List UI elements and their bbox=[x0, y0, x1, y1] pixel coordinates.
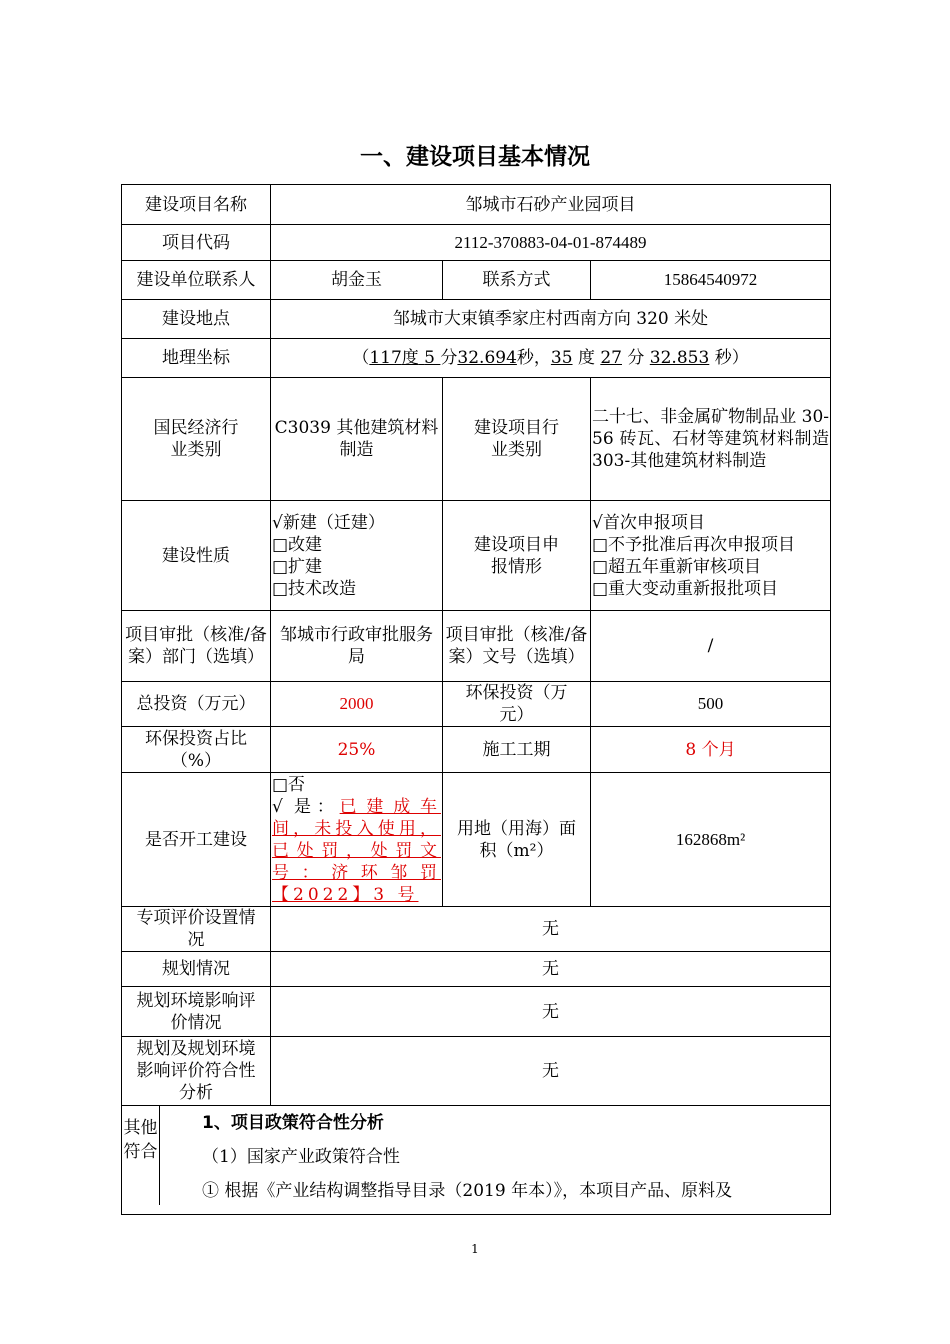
started-detail: 已建成车间，未投入使用，已处罚，处罚文号：济环邹罚【2022】3 号 bbox=[272, 796, 441, 905]
text: 32.694 bbox=[457, 348, 517, 368]
text: 27 bbox=[600, 348, 622, 368]
text bbox=[369, 348, 440, 368]
option-checked[interactable]: √首次申报项目 bbox=[592, 512, 705, 533]
text: 度 bbox=[401, 348, 419, 368]
label: 建设性质 bbox=[122, 501, 271, 611]
option[interactable]: □扩建 bbox=[272, 556, 323, 577]
value: 162868m² bbox=[591, 773, 831, 907]
apply-options bbox=[591, 501, 831, 611]
text: （ bbox=[352, 348, 370, 368]
label: 总投资（万元） bbox=[122, 682, 271, 727]
paragraph: （1）国家产业政策符合性 bbox=[202, 1147, 400, 1167]
value: 25% bbox=[271, 727, 443, 773]
option[interactable]: □改建 bbox=[272, 534, 323, 555]
project-info-table bbox=[121, 184, 831, 1215]
label: 建设项目申报情形 bbox=[443, 501, 591, 611]
other-conformity bbox=[122, 1106, 831, 1215]
started-options bbox=[271, 773, 443, 907]
option[interactable]: □不予批准后再次申报项目 bbox=[592, 534, 796, 555]
option[interactable]: □重大变动重新报批项目 bbox=[592, 578, 779, 599]
text: 5 bbox=[424, 348, 435, 368]
label: 施工工期 bbox=[443, 727, 591, 773]
label: 建设单位联系人 bbox=[122, 261, 271, 300]
label: 规划情况 bbox=[122, 952, 271, 987]
option[interactable]: □否 bbox=[272, 774, 306, 795]
label: 专项评价设置情况 bbox=[122, 907, 271, 952]
value: 二十七、非金属矿物制品业 30-56 砖瓦、石材等建筑材料制造 303-其他建筑材料制造 bbox=[591, 378, 831, 501]
text: 35 bbox=[550, 348, 573, 368]
label: 项目审批（核准/备案）文号（选填） bbox=[443, 611, 591, 682]
label: 建设地点 bbox=[122, 300, 271, 339]
text: 分 bbox=[627, 348, 645, 368]
label: 用地（用海）面积（m²） bbox=[443, 773, 591, 907]
value: 邹城市石砂产业园项目 bbox=[271, 185, 831, 225]
paragraph: ① 根据《产业结构调整指导目录（2019 年本）》，本项目产品、原料及 bbox=[202, 1181, 733, 1201]
label: 环保投资（万元） bbox=[443, 682, 591, 727]
label: 国民经济行业类别 bbox=[122, 378, 271, 501]
text: 117 bbox=[369, 348, 402, 368]
value: 无 bbox=[271, 987, 831, 1037]
value: 无 bbox=[271, 907, 831, 952]
option-checked[interactable]: √ 是： bbox=[272, 796, 340, 817]
text: ） bbox=[731, 348, 749, 368]
text: 秒 bbox=[516, 348, 534, 368]
section-title: 一、建设项目基本情况 bbox=[360, 144, 590, 170]
label: 项目代码 bbox=[122, 225, 271, 261]
value: 500 bbox=[591, 682, 831, 727]
option[interactable]: □超五年重新审核项目 bbox=[592, 556, 762, 577]
label: 联系方式 bbox=[443, 261, 591, 300]
label: 环保投资占比（%） bbox=[122, 727, 271, 773]
value: 胡金玉 bbox=[271, 261, 443, 300]
value: 邹城市大束镇季家庄村西南方向 320 米处 bbox=[271, 300, 831, 339]
label: 建设项目名称 bbox=[122, 185, 271, 225]
coordinates bbox=[271, 339, 831, 378]
label: 其他符合 bbox=[122, 1106, 160, 1205]
label: 项目审批（核准/备案）部门（选填） bbox=[122, 611, 271, 682]
label: 是否开工建设 bbox=[122, 773, 271, 907]
page-number: 1 bbox=[471, 1242, 479, 1256]
text: 秒 bbox=[714, 348, 732, 368]
value: 8 个月 bbox=[591, 727, 831, 773]
option-checked[interactable]: √新建（迁建） bbox=[272, 512, 385, 533]
section-heading: 1、项目政策符合性分析 bbox=[202, 1113, 384, 1133]
value: 2000 bbox=[271, 682, 443, 727]
value: 15864540972 bbox=[591, 261, 831, 300]
label: 建设项目行业类别 bbox=[443, 378, 591, 501]
value: / bbox=[591, 611, 831, 682]
text: 32.853 bbox=[649, 348, 710, 368]
nature-options bbox=[271, 501, 443, 611]
label: 规划及规划环境影响评价符合性分析 bbox=[122, 1037, 271, 1106]
text: 分 bbox=[440, 348, 458, 368]
text: ， bbox=[533, 348, 551, 368]
value: 无 bbox=[271, 952, 831, 987]
label: 地理坐标 bbox=[122, 339, 271, 378]
value: 2112-370883-04-01-874489 bbox=[271, 225, 831, 261]
label: 规划环境影响评价情况 bbox=[122, 987, 271, 1037]
text: 度 bbox=[577, 348, 595, 368]
value: 无 bbox=[271, 1037, 831, 1106]
option[interactable]: □技术改造 bbox=[272, 578, 357, 599]
value: C3039 其他建筑材料制造 bbox=[271, 378, 443, 501]
value: 邹城市行政审批服务局 bbox=[271, 611, 443, 682]
